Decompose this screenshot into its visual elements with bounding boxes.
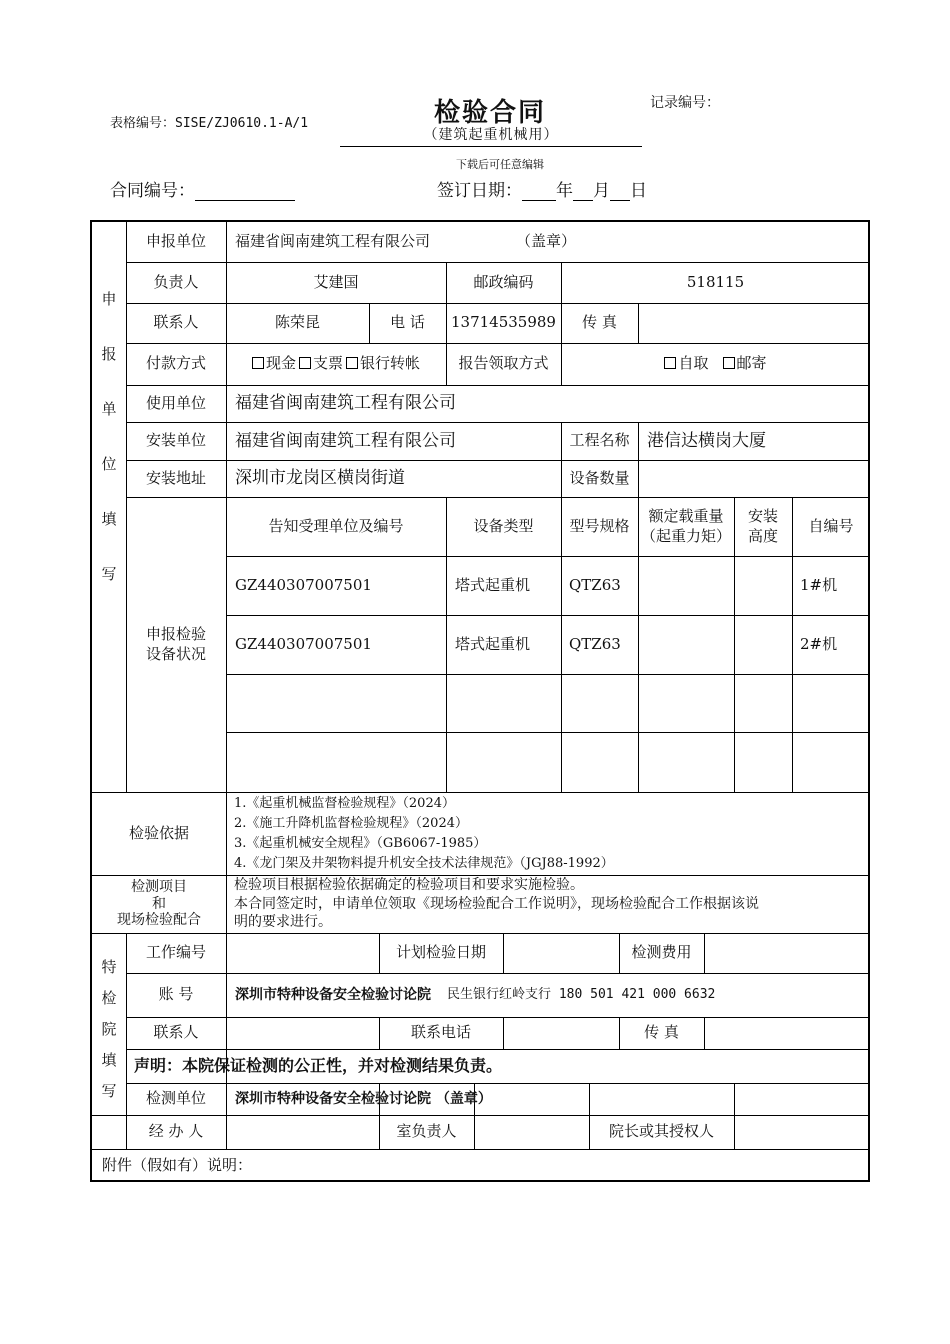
items-line: 明的要求进行。 <box>234 914 332 931</box>
cash-label: 现金 <box>265 354 296 373</box>
mail-checkbox[interactable] <box>723 357 735 369</box>
institute-phone-value[interactable] <box>503 1017 619 1049</box>
applicant-unit-label: 申报单位 <box>145 232 206 251</box>
year-blank[interactable] <box>522 184 556 201</box>
install-unit-label: 安装单位 <box>145 431 206 450</box>
plan-date-value[interactable] <box>503 933 619 973</box>
section-char: 特 <box>101 957 117 976</box>
handler-label: 经 办 人 <box>148 1122 204 1141</box>
section-char: 报 <box>101 344 117 363</box>
sign-date-label: 签订日期： <box>437 181 522 201</box>
applicant-section-label <box>92 272 126 602</box>
basis-list <box>234 797 614 871</box>
record-number-label: 记录编号： <box>650 95 720 111</box>
institute-section-label <box>92 952 126 1107</box>
section-char: 位 <box>101 454 117 473</box>
contact-value[interactable]: 陈荣昆 <box>274 313 320 332</box>
institute-contact-label: 联系人 <box>153 1023 199 1042</box>
institute-fax-value[interactable] <box>704 1017 870 1049</box>
install-height-header-line: 安装 <box>747 507 778 525</box>
sign-date <box>437 176 647 201</box>
items-line: 本合同签定时，申请单位领取《现场检验配合工作说明》，现场检验配合工作根据该说 <box>234 895 759 912</box>
room-head-value[interactable] <box>474 1115 589 1149</box>
install-address-value[interactable]: 深圳市龙岗区横岗街道 <box>235 468 405 489</box>
install-height-header <box>734 497 792 556</box>
items-label-line: 检测项目 <box>131 878 187 895</box>
statement: 声明：本院保证检测的公正性，并对检测结果负责。 <box>134 1055 503 1075</box>
equipment-status-label <box>126 497 226 792</box>
cash-checkbox[interactable] <box>252 357 264 369</box>
items-text <box>234 877 759 931</box>
basis-label: 检验依据 <box>128 823 189 842</box>
equipment-row-1-notice[interactable]: GZ440307007501 <box>235 575 372 594</box>
attachment-label: 附件（假如有）说明： <box>102 1155 253 1174</box>
equipment-row-2-notice[interactable]: GZ440307007501 <box>235 634 372 653</box>
rated-load-header-line: （起重力矩） <box>640 526 731 545</box>
equipment-row-2-model[interactable]: QTZ63 <box>569 634 621 653</box>
year-label: 年 <box>556 181 573 201</box>
section-char: 申 <box>101 289 117 308</box>
items-line: 检验项目根据检验依据确定的检验项目和要求实施检验。 <box>234 877 584 893</box>
principal-label: 负责人 <box>153 272 199 291</box>
user-unit-value[interactable]: 福建省闽南建筑工程有限公司 <box>235 393 456 414</box>
section-char: 填 <box>101 509 117 528</box>
day-blank[interactable] <box>610 184 630 201</box>
section-char: 检 <box>101 988 117 1007</box>
user-unit-label: 使用单位 <box>145 393 206 412</box>
mail-label: 邮寄 <box>736 354 767 373</box>
plan-date-label: 计划检验日期 <box>395 943 486 962</box>
section-char: 写 <box>101 564 117 583</box>
section-char: 填 <box>101 1050 117 1069</box>
handler-value[interactable] <box>226 1115 379 1149</box>
equipment-qty-label: 设备数量 <box>569 468 630 487</box>
project-name-label: 工程名称 <box>569 431 630 450</box>
payment-options <box>226 343 446 385</box>
self-no-header: 自编号 <box>808 516 854 535</box>
type-header: 设备类型 <box>473 516 534 535</box>
basis-item: 3.《起重机械安全规程》（GB6067-1985） <box>234 835 487 851</box>
self-pickup-checkbox[interactable] <box>664 357 676 369</box>
install-height-header-line: 高度 <box>747 526 778 545</box>
rated-load-header-line: 额定载重量 <box>648 507 724 525</box>
equipment-row-1-self-no[interactable]: 1#机 <box>800 575 838 594</box>
project-name-value[interactable]: 港信达横岗大厦 <box>647 430 766 451</box>
institute-phone-label: 联系电话 <box>410 1023 471 1042</box>
day-label: 日 <box>630 181 647 201</box>
equipment-qty-value[interactable] <box>638 460 870 497</box>
edit-note: 下载后可任意编辑 <box>456 158 544 171</box>
dean-value[interactable] <box>734 1115 870 1149</box>
work-no-label: 工作编号 <box>145 943 206 962</box>
equipment-row-1-model[interactable]: QTZ63 <box>569 575 621 594</box>
model-header: 型号规格 <box>569 516 630 535</box>
bank-transfer-label: 银行转帐 <box>360 354 421 373</box>
rated-load-header <box>638 497 734 556</box>
contract-number-blank[interactable] <box>195 184 295 201</box>
cheque-label: 支票 <box>312 354 343 373</box>
phone-value[interactable]: 13714535989 <box>451 313 556 332</box>
work-no-value[interactable] <box>226 933 379 973</box>
contract-form <box>90 220 870 1182</box>
institute-contact-value[interactable] <box>226 1017 379 1049</box>
basis-item: 1.《起重机械监督检验规程》（2024） <box>234 796 455 811</box>
section-char: 单 <box>101 399 117 418</box>
items-label-line: 现场检验配合 <box>117 912 201 929</box>
applicant-unit-value[interactable]: 福建省闽南建筑工程有限公司 <box>235 232 431 251</box>
basis-item: 4.《龙门架及井架物料提升机安全技术法律规范》（JGJ88-1992） <box>234 855 614 871</box>
fax-label: 传 真 <box>582 313 617 332</box>
items-label-line: 和 <box>152 895 166 912</box>
seal-label: （盖章） <box>516 232 577 251</box>
inspection-unit-value: 深圳市特种设备安全检验讨论院 （盖章） <box>235 1090 492 1107</box>
items-label <box>92 875 226 933</box>
cheque-checkbox[interactable] <box>299 357 311 369</box>
bank-transfer-checkbox[interactable] <box>346 357 358 369</box>
report-method-label: 报告领取方式 <box>458 354 549 373</box>
phone-label: 电 话 <box>390 313 425 332</box>
contact-label: 联系人 <box>153 313 199 332</box>
document-subtitle: （建筑起重机械用） <box>340 124 642 147</box>
postcode-value[interactable]: 518115 <box>686 272 745 291</box>
inspection-unit-label: 检测单位 <box>145 1089 206 1108</box>
account-value <box>235 973 715 1017</box>
equipment-row-1-type[interactable]: 塔式起重机 <box>455 575 531 594</box>
account-name: 深圳市特种设备安全检验讨论院 <box>235 986 431 1003</box>
payment-label: 付款方式 <box>145 354 206 373</box>
fee-label: 检测费用 <box>631 943 692 962</box>
equipment-row-2-type[interactable]: 塔式起重机 <box>455 634 531 653</box>
equipment-row-2-self-no[interactable]: 2#机 <box>800 634 838 653</box>
principal-value[interactable]: 艾建国 <box>313 272 359 291</box>
install-address-label: 安装地址 <box>145 468 206 487</box>
account-label: 账 号 <box>158 985 194 1004</box>
month-blank[interactable] <box>573 184 593 201</box>
report-options <box>561 343 870 385</box>
room-head-label: 室负责人 <box>396 1122 457 1141</box>
section-char: 写 <box>101 1081 117 1100</box>
self-pickup-label: 自取 <box>678 354 709 373</box>
institute-fax-label: 传 真 <box>644 1023 679 1042</box>
dean-label: 院长或其授权人 <box>608 1122 714 1141</box>
section-char: 院 <box>101 1019 117 1038</box>
fax-value[interactable] <box>638 303 870 343</box>
basis-item: 2.《施工升降机监督检验规程》（2024） <box>234 815 468 831</box>
install-unit-value[interactable]: 福建省闽南建筑工程有限公司 <box>235 430 456 451</box>
notice-header: 告知受理单位及编号 <box>268 516 404 535</box>
equipment-status-label-line: 设备状况 <box>145 644 206 663</box>
document-title: 检验合同 <box>433 98 546 128</box>
account-bank: 民生银行红岭支行 180 501 421 000 6632 <box>447 986 716 1002</box>
month-label: 月 <box>593 181 610 201</box>
postcode-label: 邮政编码 <box>473 272 534 291</box>
form-number: 表格编号：SISE/ZJ0610.1-A/1 <box>110 116 309 131</box>
contract-number <box>110 176 295 201</box>
contract-number-label: 合同编号： <box>110 181 195 201</box>
fee-value[interactable] <box>704 933 870 973</box>
equipment-status-label-line: 申报检验 <box>145 625 206 643</box>
